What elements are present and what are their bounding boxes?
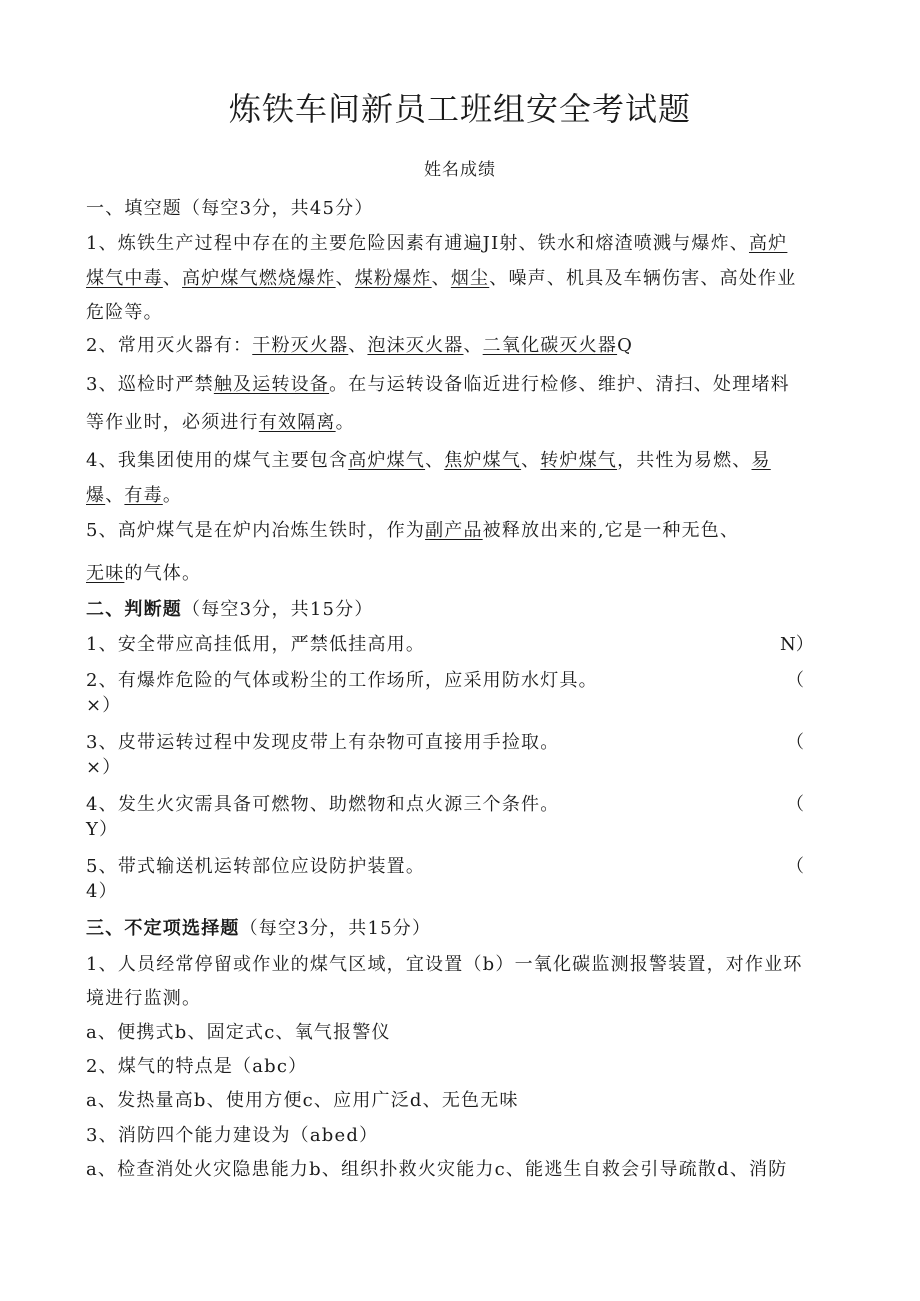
judge-answer: ×） <box>86 757 122 778</box>
judge-item: 3、皮带运转过程中发现皮带上有杂物可直接用手捡取。 <box>86 732 560 753</box>
answer: 高炉煤气 <box>348 450 426 471</box>
answer: 转炉煤气 <box>540 450 618 471</box>
answer: 高炉煤气燃烧爆炸 <box>182 268 336 289</box>
judge-answer: Y） <box>86 819 119 840</box>
choice-line: 境进行监测。 <box>86 988 202 1009</box>
answer: 煤粉爆炸 <box>354 268 432 289</box>
choice-line: 3、消防四个能力建设为（abed） <box>86 1125 379 1146</box>
answer: 有毒 <box>124 485 163 506</box>
judge-item: 4、发生火灾需具备可燃物、助燃物和点火源三个条件。 <box>86 794 560 815</box>
choice-line: 1、人员经常停留或作业的煤气区域，宜设置（b）一氧化碳监测报警装置，对作业环 <box>86 954 803 975</box>
judge-answer: （ <box>786 856 804 877</box>
q1-line1: 1、炼铁生产过程中存在的主要危险因素有逋遍JI射、铁水和熔渣喷溅与爆炸、高炉 <box>86 233 788 254</box>
choice-line: a、便携式b、固定式c、氧气报警仪 <box>86 1022 391 1043</box>
answer: 高炉 <box>748 233 788 254</box>
judge-answer: N） <box>780 634 814 655</box>
answer: 爆 <box>86 485 106 506</box>
choice-line: a、检查消处火灾隐患能力b、组织扑救火灾能力c、能逃生自救会引导疏散d、消防 <box>86 1159 788 1180</box>
answer: 焦炉煤气 <box>444 450 522 471</box>
q5-line1: 5、高炉煤气是在炉内冶炼生铁时，作为副产品被释放出来的,它是一种无色、 <box>86 520 740 541</box>
judge-item: 2、有爆炸危险的气体或粉尘的工作场所，应采用防水灯具。 <box>86 670 598 691</box>
section3-heading: 三、不定项选择题（每空3分，共15分） <box>86 918 432 939</box>
q5-line2: 无味的气体。 <box>86 563 202 584</box>
answer: 副产品 <box>425 520 483 541</box>
judge-answer: （ <box>786 794 804 815</box>
answer: 干粉灭火器 <box>252 335 349 356</box>
judge-answer: 4） <box>86 881 118 902</box>
q1-line2: 煤气中毒、高炉煤气燃烧爆炸、煤粉爆炸、烟尘、噪声、机具及车辆伤害、高处作业 <box>86 268 797 289</box>
q3-line1: 3、巡检时严禁触及运转设备。在与运转设备临近进行检修、维护、清扫、处理堵料 <box>86 374 790 395</box>
judge-item: 1、安全带应高挂低用，严禁低挂高用。 <box>86 634 426 655</box>
judge-answer: （ <box>786 670 804 691</box>
answer: 触及运转设备 <box>213 374 330 395</box>
page-title: 炼铁车间新员工班组安全考试题 <box>228 90 691 128</box>
answer: 烟尘 <box>450 268 490 289</box>
choice-line: a、发热量高b、使用方便c、应用广泛d、无色无味 <box>86 1090 519 1111</box>
section2-heading: 二、判断题（每空3分，共15分） <box>86 599 374 620</box>
name-score-line: 姓名成绩 <box>424 160 496 180</box>
answer: 泡沫灭火器 <box>367 335 464 356</box>
section1-heading: 一、填空题（每空3分，共45分） <box>86 198 374 219</box>
judge-answer: （ <box>786 732 804 753</box>
q4-line1: 4、我集团使用的煤气主要包含高炉煤气、焦炉煤气、转炉煤气，共性为易燃、易 <box>86 450 771 471</box>
q4-line2: 爆、有毒。 <box>86 485 183 506</box>
choice-line: 2、煤气的特点是（abc） <box>86 1056 308 1077</box>
judge-answer: ×） <box>86 695 122 716</box>
answer: 有效隔离 <box>258 412 336 433</box>
q1-line3: 危险等。 <box>86 302 163 323</box>
q2-line1: 2、常用灭火器有：干粉灭火器、泡沫灭火器、二氧化碳灭火器Q <box>86 335 634 356</box>
answer: 无味 <box>86 563 125 584</box>
answer: 二氧化碳灭火器 <box>482 335 618 356</box>
answer: 易 <box>751 450 771 471</box>
answer: 煤气中毒 <box>86 268 163 289</box>
q3-line2: 等作业时，必须进行有效隔离。 <box>86 412 355 433</box>
judge-item: 5、带式输送机运转部位应设防护装置。 <box>86 856 426 877</box>
